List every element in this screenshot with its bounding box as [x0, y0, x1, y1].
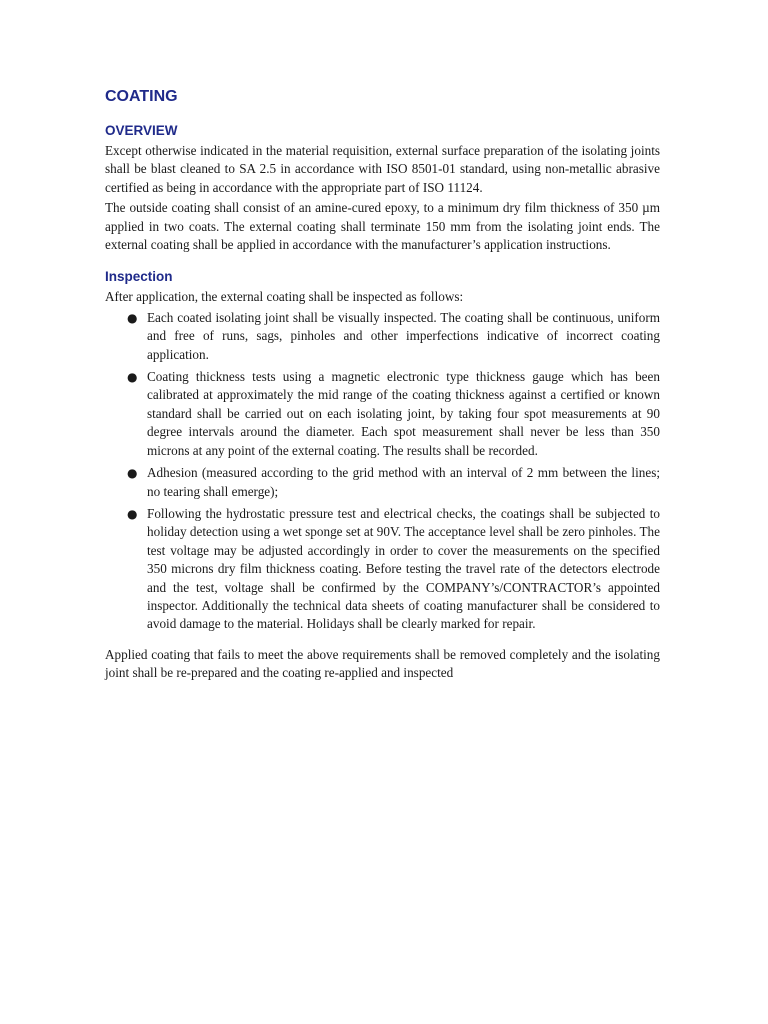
- list-item: [127, 464, 660, 501]
- document-title: COATING: [105, 88, 178, 105]
- list-item: [127, 505, 660, 634]
- document-page: [105, 86, 660, 685]
- inspection-list: [105, 309, 660, 634]
- list-item-text: Coating thickness tests using a magnetic electronic type thickness gauge which has been calibrated at approximately the mid range of the coating thickness against a certified or known standard shall be carried out on each isolating joint, by taking four spot measurements at 90 degree intervals around the diameter. Each spot measurement shall never be less than 350 microns at any point of the external coating. The results shall be recorded.: [147, 369, 660, 458]
- bullet-icon: ●: [127, 466, 138, 481]
- list-item: [127, 368, 660, 460]
- overview-paragraph-coating-spec: The outside coating shall consist of an amine-cured epoxy, to a minimum dry film thickness of 350 µm applied in two coats. The external coating shall terminate 150 mm from the isolating joint ends. The external coating shall be applied in accordance with the manufacturer’s application instructions.: [105, 200, 660, 253]
- overview-heading: OVERVIEW: [105, 123, 178, 138]
- bullet-icon: ●: [127, 506, 138, 521]
- inspection-heading: Inspection: [105, 269, 173, 285]
- bullet-icon: ●: [127, 370, 138, 385]
- list-item-text: Each coated isolating joint shall be visually inspected. The coating shall be continuous, uniform and free of runs, sags, pinholes and other imperfections indicative of incorrect coating application.: [147, 309, 660, 362]
- closing-paragraph: Applied coating that fails to meet the above requirements shall be removed completely and the isolating joint shall be re-prepared and the coating re-applied and inspected: [105, 646, 660, 681]
- bullet-icon: ●: [127, 310, 138, 325]
- list-item-text: Following the hydrostatic pressure test and electrical checks, the coatings shall be subjected to holiday detection using a wet sponge set at 90V. The acceptance level shall be zero pinholes. The test voltage may be adjusted accordingly in order to cover the measurements on the specified 350 microns dry film thickness coating. Before testing the travel rate of the detectors electrode and the test, voltage shall be confirmed by the COMPANY’s/CONTRACTOR’s appointed inspector. Additionally the technical data sheets of coating manufacturer shall be considered to avoid damage to the material. Holidays shall be clearly marked for repair.: [147, 505, 660, 632]
- inspection-intro: After application, the external coating shall be inspected as follows:: [105, 289, 464, 305]
- overview-paragraph-surface-prep: Except otherwise indicated in the material requisition, external surface preparation of the isolating joints shall be blast cleaned to SA 2.5 in accordance with ISO 8501-01 standard, using non-metallic abrasive certified as being in accordance with the appropriate part of ISO 11124.: [105, 143, 660, 195]
- list-item-text: Adhesion (measured according to the grid method with an interval of 2 mm between the lines; no tearing shall emerge);: [147, 465, 660, 499]
- list-item: [127, 309, 660, 364]
